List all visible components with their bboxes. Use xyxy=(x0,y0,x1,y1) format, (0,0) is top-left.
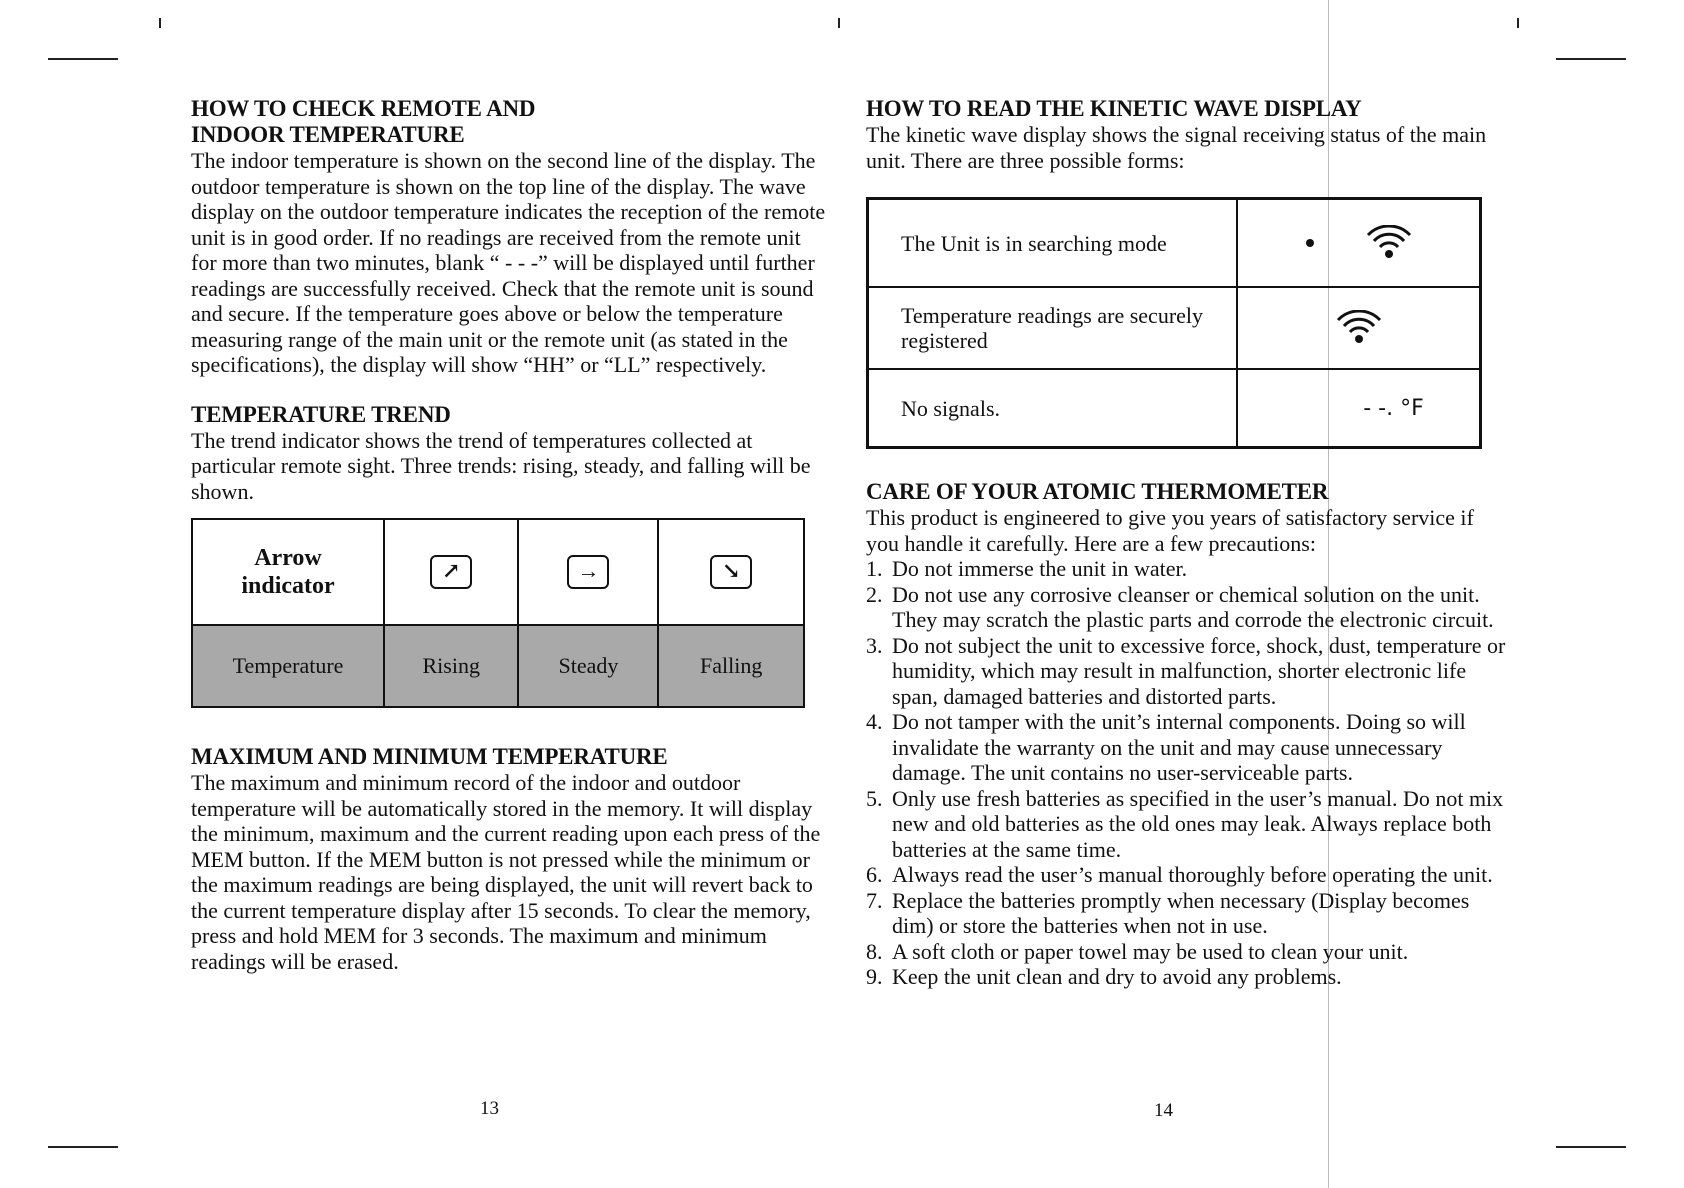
list-item: 9. Keep the unit clean and dry to avoid any problems. xyxy=(866,964,1342,989)
table-row xyxy=(868,369,1481,448)
registered-wave-icon xyxy=(1336,310,1382,346)
table-cell: The Unit is in searching mode xyxy=(868,199,1238,288)
list-item: 4. Do not tamper with the unit’s internal components. Doing so will invalidate the warranty on the unit and may cause unnecessary damage. The unit contains no user-serviceable parts. xyxy=(866,709,1466,785)
section-title: CARE OF YOUR ATOMIC THERMOMETER xyxy=(866,479,1329,504)
list-item: 2. Do not use any corrosive cleanser or chemical solution on the unit. They may scratch the plastic parts and corrode the electronic circuit. xyxy=(866,581,1494,632)
table-row-label: Temperature xyxy=(192,625,384,707)
section-title: HOW TO CHECK REMOTE AND INDOOR TEMPERATURE xyxy=(191,96,536,147)
rising-arrow-icon: ↗ xyxy=(384,519,518,625)
dot-icon xyxy=(1306,239,1314,247)
precautions-list xyxy=(866,556,1506,990)
page-number: 14 xyxy=(1154,1100,1173,1121)
care-section xyxy=(866,479,1506,990)
kinetic-wave-section xyxy=(866,96,1506,449)
table-header-cell: Arrow indicator xyxy=(192,519,384,625)
falling-arrow-icon: ↘ xyxy=(658,519,804,625)
list-item: 3. Do not subject the unit to excessive force, shock, dust, temperature or humidity, which may result in malfunction, shorter electronic life span, damaged batteries and distorted parts. xyxy=(866,632,1506,709)
temperature-trend-section xyxy=(191,402,831,709)
crop-mark xyxy=(1517,18,1519,28)
kinetic-wave-table xyxy=(866,197,1482,449)
table-cell: Falling xyxy=(658,625,804,707)
section-title: MAXIMUM AND MINIMUM TEMPERATURE xyxy=(191,744,668,769)
searching-wave-icon xyxy=(1366,225,1412,261)
list-item: 6. Always read the user’s manual thoroughly before operating the unit. xyxy=(866,862,1493,887)
crop-mark xyxy=(1556,58,1626,60)
crop-mark xyxy=(48,58,118,60)
list-item: 1. Do not immerse the unit in water. xyxy=(866,556,1188,581)
no-signal-display: - -. °F xyxy=(1363,395,1424,421)
indoor-temperature-section xyxy=(191,96,831,378)
list-item: 8. A soft cloth or paper towel may be used to clean your unit. xyxy=(866,938,1409,964)
section-body: The indoor temperature is shown on the second line of the display. The outdoor temperature is shown on the top line of the display. The wave display on the outdoor temperature indicates the reception of the remote unit is in good order. If no readings are received from the remote unit for more than two minutes, blank “ - - -” will be displayed until further readings are successfully received. Check that the remote unit is sound and secure. If the temperature goes above or below the temperature measuring range of the main unit or the remote unit (as stated in the specifications), the display will show “HH” or “LL” respectively. xyxy=(191,148,826,377)
right-page xyxy=(866,96,1506,990)
section-body: This product is engineered to give you years of satisfactory service if you handle it carefully. Here are a few precautions: xyxy=(866,505,1474,556)
table-cell: Temperature readings are securely registered xyxy=(868,287,1238,369)
section-body: The maximum and minimum record of the indoor and outdoor temperature will be automatically stored in the memory. It will display the minimum, maximum and the current reading upon each press of the MEM button. If the MEM button is not pressed while the minimum or the maximum readings are being displayed, the unit will revert back to the current temperature display after 15 seconds. To clear the memory, press and hold MEM for 3 seconds. The maximum and minimum readings will be erased. xyxy=(191,770,821,974)
crop-mark xyxy=(1556,1146,1626,1148)
crop-mark xyxy=(159,18,161,28)
table-cell: Steady xyxy=(518,625,658,707)
steady-arrow-icon: → xyxy=(518,519,658,625)
table-cell: No signals. xyxy=(868,369,1238,448)
trend-table xyxy=(191,518,805,708)
left-page xyxy=(191,96,831,974)
crop-mark xyxy=(48,1146,118,1148)
section-title: TEMPERATURE TREND xyxy=(191,401,451,427)
crop-mark xyxy=(838,18,840,28)
list-item: 5. Only use fresh batteries as specified in the user’s manual. Do not mix new and old batteries as the old ones may leak. Always replace both batteries at the same time. xyxy=(866,785,1504,862)
table-row xyxy=(868,287,1481,369)
page-number: 13 xyxy=(480,1098,499,1119)
section-title: HOW TO READ THE KINETIC WAVE DISPLAY xyxy=(866,96,1362,121)
section-body: The kinetic wave display shows the signal receiving status of the main unit. There are three possible forms: xyxy=(866,122,1487,173)
table-cell: Rising xyxy=(384,625,518,707)
list-item: 7. Replace the batteries promptly when necessary (Display becomes dim) or store the batteries when not in use. xyxy=(866,887,1470,938)
section-body: The trend indicator shows the trend of temperatures collected at particular remote sight. Three trends: rising, steady, and falling will be shown. xyxy=(191,427,811,504)
max-min-temperature-section xyxy=(191,744,831,974)
table-row xyxy=(868,199,1481,288)
